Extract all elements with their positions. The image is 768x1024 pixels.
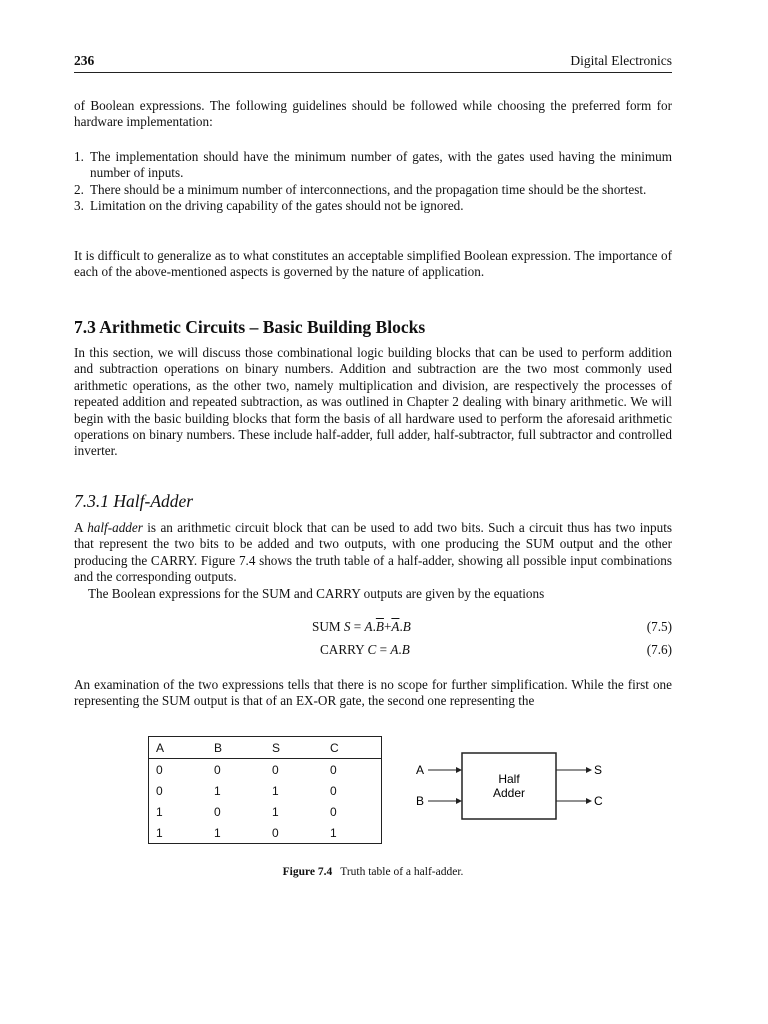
table-cell: 0 [214,804,221,819]
table-cell: 0 [156,783,163,798]
guideline-number: 3. [74,198,84,214]
table-cell: 0 [330,762,337,777]
figure-caption-text: Truth table of a half-adder. [340,866,464,878]
arrow-icon [456,767,462,773]
section-paragraph: In this section, we will discuss those combinational logic building blocks that can be used to perform addition and subtraction operations on binary numbers. Addition and subtraction are the two most commonly used arithmetic operations, as the other two, namely multiplication and division, are respectively the processes of repeated addition and repeated subtraction, as was outlined in Chapter 2 dealing with binary arithmetic. We will begin with the basic building blocks that form the basis of all hardware used to perform the aforesaid arithmetic operations on binary numbers. These include half-adder, full adder, half-subtractor, full subtractor and controlled inverter. [74,345,672,459]
running-header [74,52,672,73]
guideline-list [74,149,672,215]
output-s-label: S [594,763,603,777]
equation-number: (7.5) [646,619,672,634]
half-adder-paragraph: A half-adder is an arithmetic circuit block that can be used to add two bits. Such a circuit thus has two inputs that represent the two bits to be added and two outputs, with one producing the SUM output and the other producing the CARRY. Figure 7.4 shows the truth table of a half-adder, showing all possible input combinations and the corresponding outputs. The Boolean expressions for the SUM and CARRY outputs are given by the equations [74,520,672,601]
term-half-adder: half-adder [87,520,143,535]
column-header: A [149,737,208,759]
guideline-number: 1. [74,149,84,164]
table-row [149,822,382,844]
equation-carry: CARRY C = A.B (7.6) [320,642,672,657]
section-heading: 7.3 Arithmetic Circuits – Basic Building Blocks [74,317,426,337]
intro-paragraph: of Boolean expressions. The following guidelines should be followed while choosing the preferred form for hardware implementation: [74,98,672,130]
guideline-item [74,149,672,182]
table-cell: 1 [214,783,221,798]
table-cell: 1 [214,825,221,840]
guideline-text: There should be a minimum number of interconnections, and the propagation time should be the shortest. [90,181,647,197]
column-header: C [323,737,382,759]
table-cell: 0 [214,762,221,777]
arrow-icon [586,767,592,773]
equation-number: (7.6) [646,642,672,657]
block-label-line1: Half [498,772,520,786]
table-cell: 1 [156,804,163,819]
input-a-label: A [416,763,425,777]
figure-label: Figure 7.4 [282,866,333,878]
running-title: Digital Electronics [570,53,672,68]
output-c-label: C [594,794,603,808]
column-header: S [265,737,323,759]
arrow-icon [456,798,462,804]
guideline-item [74,182,672,198]
table-cell: 1 [156,825,163,840]
figure-caption [74,866,672,878]
table-row [149,759,382,781]
table-cell: 1 [272,804,279,819]
examination-paragraph: An examination of the two expressions tells that there is no scope for further simplification. While the first one representing the SUM output is that of an EX-OR gate, the second one representing the [74,677,672,709]
subsection-heading: 7.3.1 Half-Adder [74,491,194,511]
table-row [149,780,382,801]
input-b-label: B [416,794,425,808]
table-cell: 0 [272,762,279,777]
equations-intro: The Boolean expressions for the SUM and CARRY outputs are given by the equations [88,585,545,601]
guideline-text: The implementation should have the minimum number of gates, with the gates used having the minimum number of inputs. [90,149,672,181]
column-header: B [207,737,265,759]
table-cell: 0 [330,783,337,798]
table-cell: 0 [272,825,279,840]
table-cell: 1 [330,825,337,840]
equation-sum: SUM $S = A.\overline{B}+\overline{A}.B$ (7.5) [312,619,672,634]
table-row [149,801,382,822]
table-cell: 0 [330,804,337,819]
table-header-row [149,737,382,759]
guideline-text: Limitation on the driving capability of the gates should not be ignored. [90,198,464,214]
table-cell: 0 [156,762,163,777]
paragraph-generalize: It is difficult to generalize as to what constitutes an acceptable simplified Boolean expression. The importance of each of the above-mentioned aspects is governed by the nature of application. [74,248,672,280]
block-label-line2: Adder [492,786,526,800]
half-adder-block-diagram [404,740,684,850]
page-number: 236 [74,53,95,68]
guideline-number: 2. [74,181,84,197]
guideline-item [74,198,672,214]
arrow-icon [586,798,592,804]
truth-table [148,736,382,844]
table-cell: 1 [272,783,279,798]
